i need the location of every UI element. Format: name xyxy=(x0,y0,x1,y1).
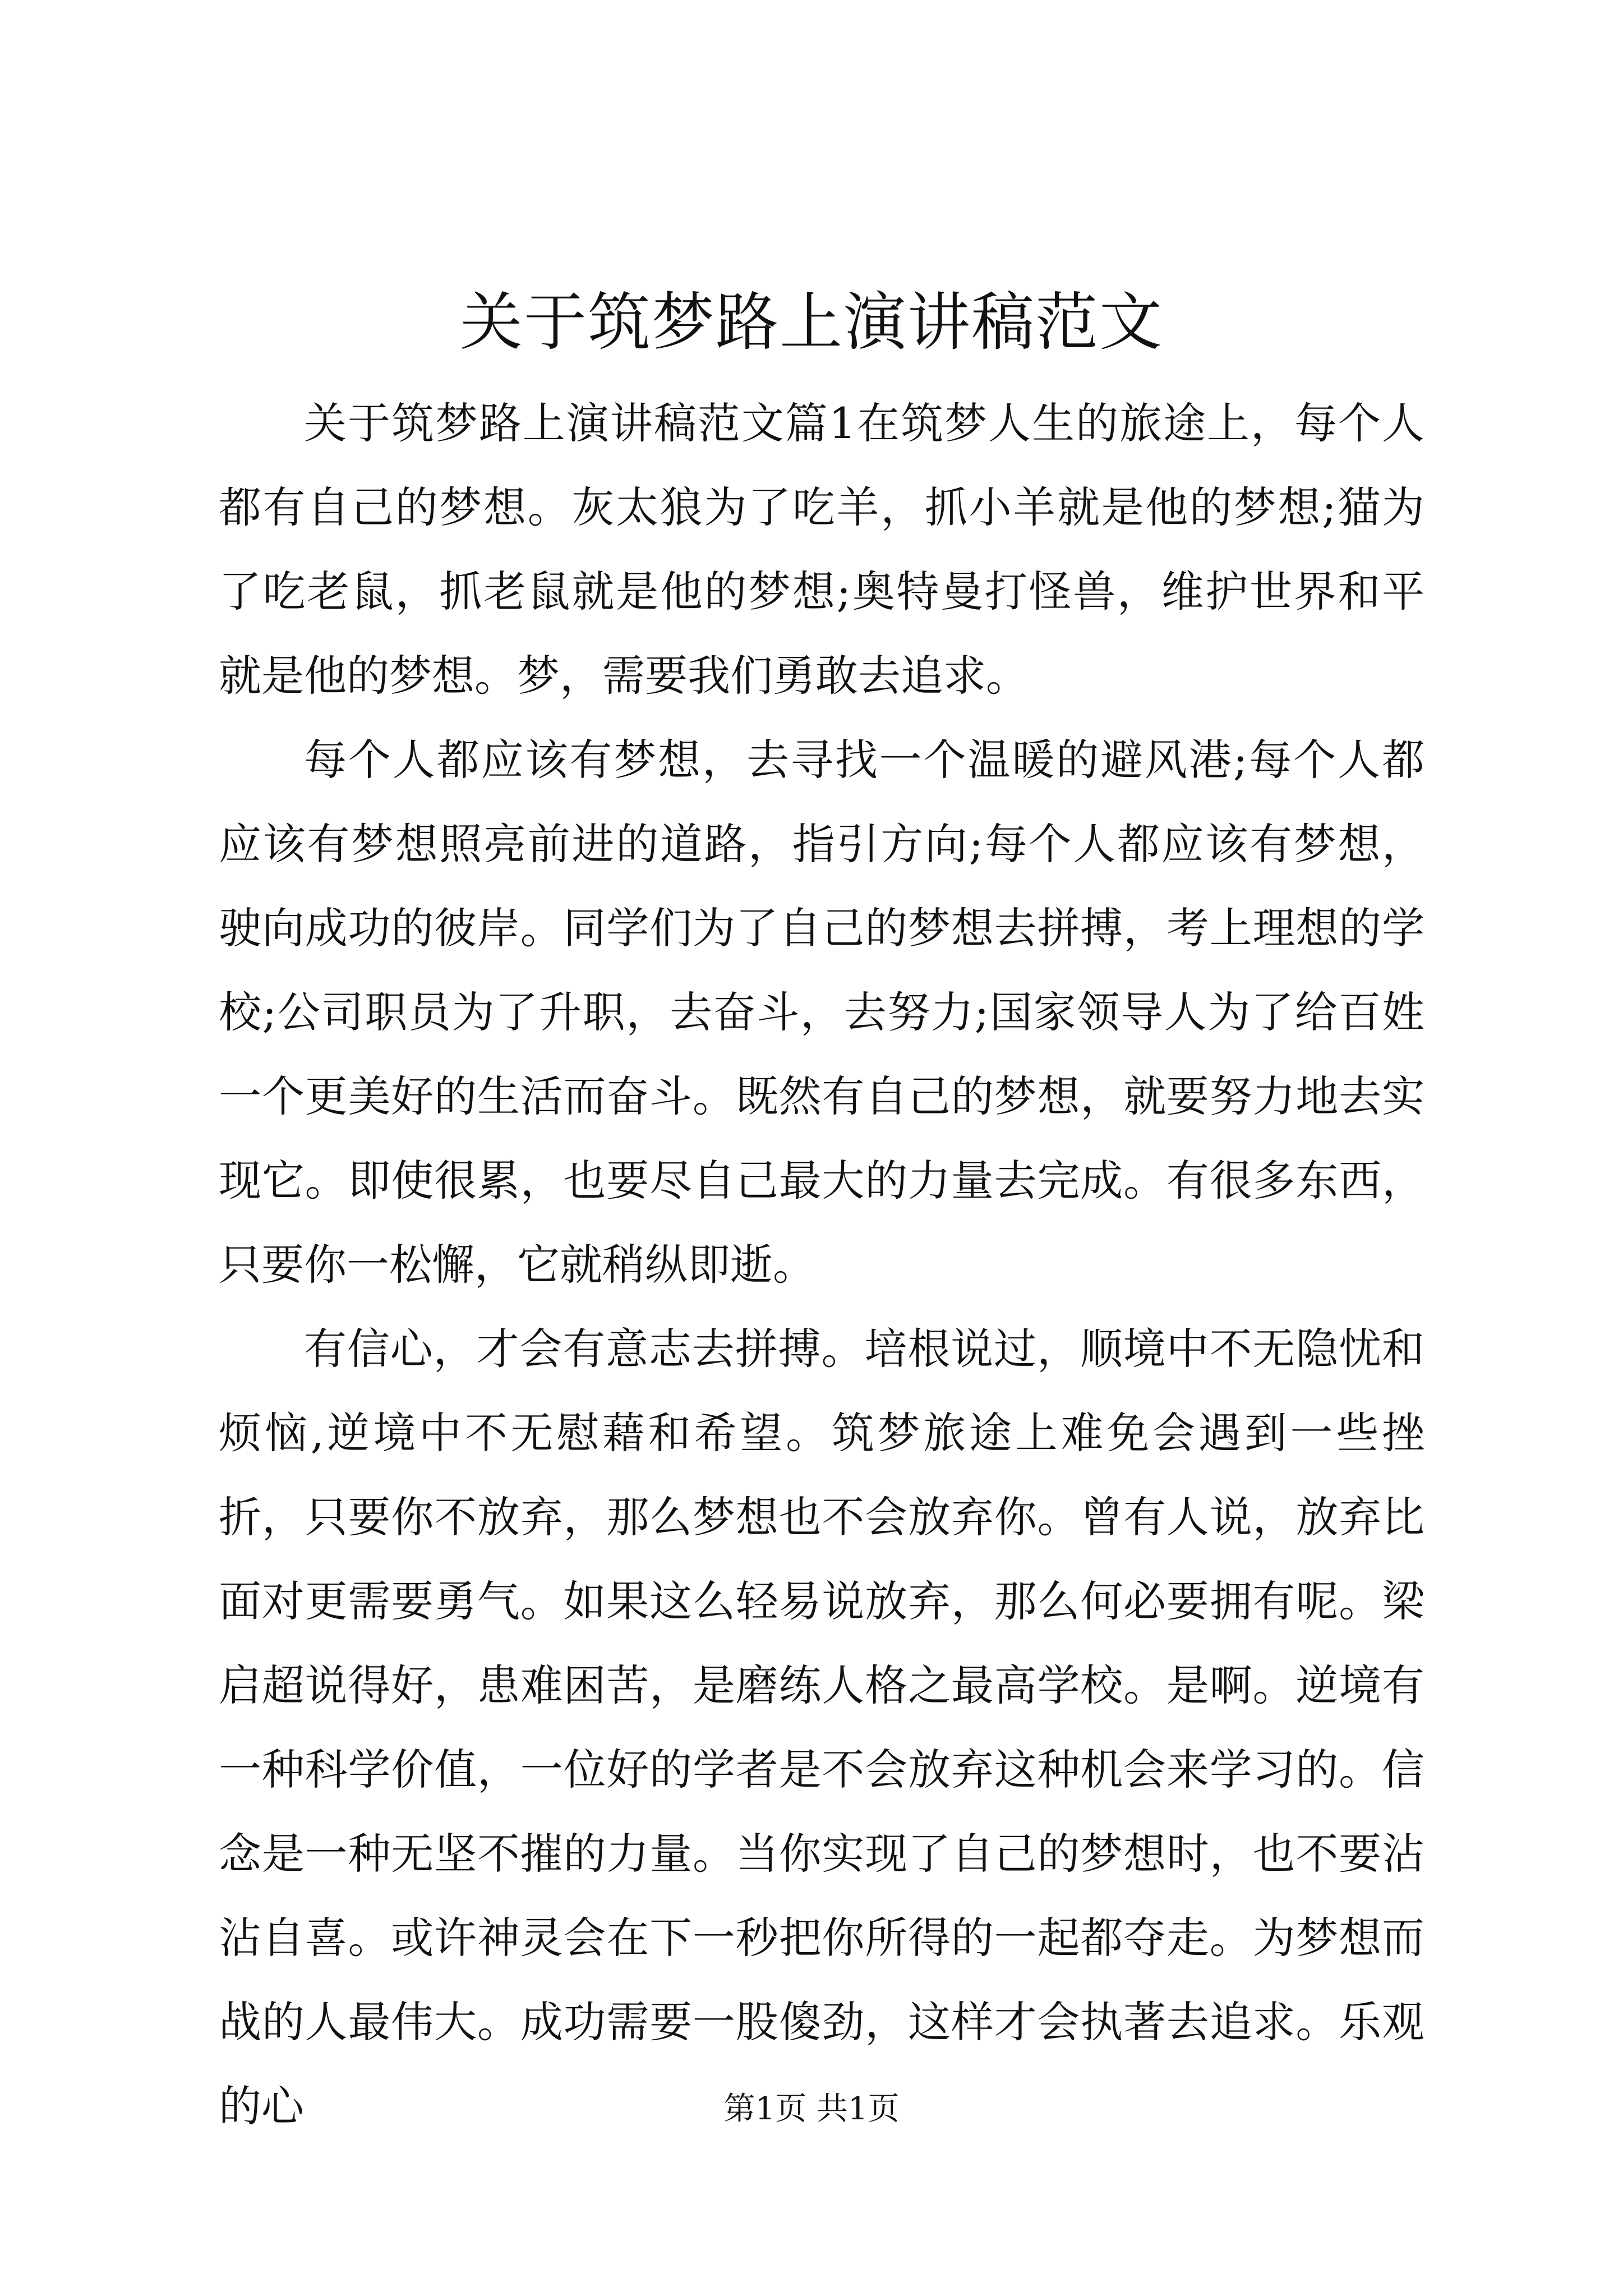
paragraph-2: 每个人都应该有梦想，去寻找一个温暖的避风港;每个人都应该有梦想照亮前进的道路，指引方向;每个人都应该有梦想，驶向成功的彼岸。同学们为了自己的梦想去拼搏，考上理想的学校;公司职员为了升职，去奋斗，去努力;国家领导人为了给百姓一个更美好的生活而奋斗。既然有自己的梦想，就要努力地去实现它。即使很累，也要尽自己最大的力量去完成。有很多东西，只要你一松懈，它就稍纵即逝。 xyxy=(219,735,1424,1290)
paragraph-3: 有信心，才会有意志去拼搏。培根说过，顺境中不无隐忧和烦恼,逆境中不无慰藉和希望。筑梦旅途上难免会遇到一些挫折，只要你不放弃，那么梦想也不会放弃你。曾有人说，放弃比面对更需要勇气。如果这么轻易说放弃，那么何必要拥有呢。梁启超说得好，患难困苦，是磨练人格之最高学校。是啊。逆境有一种科学价值，一位好的学者是不会放弃这种机会来学习的。信念是一种无坚不摧的力量。当你实现了自己的梦想时，也不要沾沾自喜。或许神灵会在下一秒把你所得的一起都夺走。为梦想而战的人最伟大。成功需要一股傻劲，这样才会执著去追求。乐观的心 xyxy=(219,1324,1424,2131)
document-body xyxy=(219,381,1424,2148)
document-title: 关于筑梦路上演讲稿范文 xyxy=(460,286,1163,359)
page-footer xyxy=(0,2087,1623,2132)
page-number-label: 第1页 共1页 xyxy=(723,2091,900,2127)
paragraph-1: 关于筑梦路上演讲稿范文篇1在筑梦人生的旅途上，每个人都有自己的梦想。灰太狼为了吃羊，抓小羊就是他的梦想;猫为了吃老鼠，抓老鼠就是他的梦想;奥特曼打怪兽，维护世界和平就是他的梦想。梦，需要我们勇敢去追求。 xyxy=(219,398,1424,701)
